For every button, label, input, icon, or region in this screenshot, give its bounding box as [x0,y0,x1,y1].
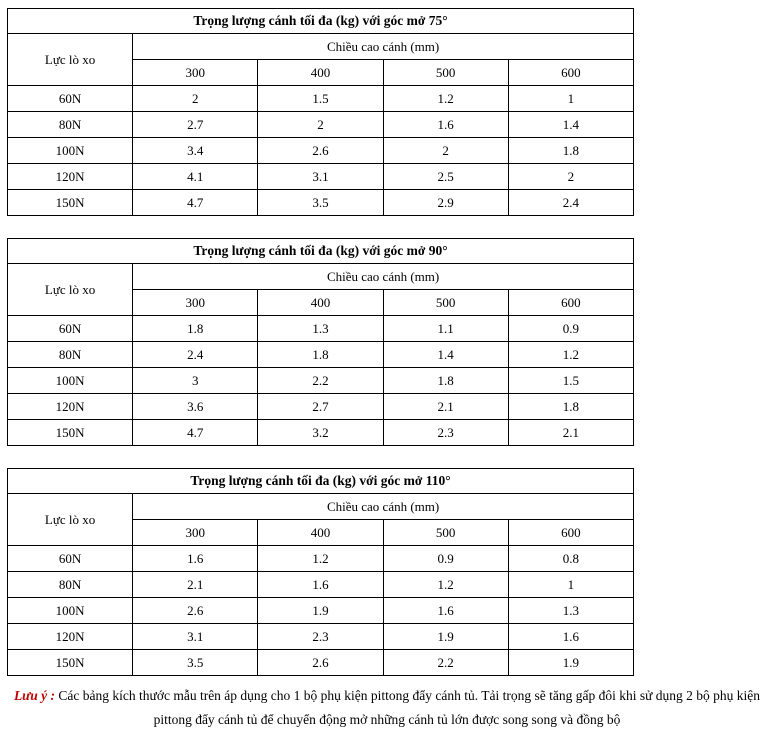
column-header: 500 [383,290,508,316]
row-label: 120N [8,164,133,190]
spec-table-90 [7,238,634,446]
table-cell: 0.8 [508,546,633,572]
table-cell: 2.1 [508,420,633,446]
table-cell: 2.4 [133,342,258,368]
row-header: Lực lò xo [8,264,133,316]
row-label: 100N [8,368,133,394]
row-label: 60N [8,86,133,112]
table-title: Trọng lượng cánh tối đa (kg) với góc mở 110° [8,469,634,494]
table-title: Trọng lượng cánh tối đa (kg) với góc mở 75° [8,9,634,34]
table-cell: 2.7 [258,394,383,420]
table-cell: 1.6 [258,572,383,598]
note-label: Lưu ý : [13,688,56,703]
table-cell: 2.6 [133,598,258,624]
table-cell: 2 [508,164,633,190]
table-cell: 2.6 [258,650,383,676]
table-row [8,190,634,216]
table-title: Trọng lượng cánh tối đa (kg) với góc mở 90° [8,239,634,264]
table-cell: 1.6 [383,112,508,138]
row-label: 150N [8,420,133,446]
column-header: 600 [508,290,633,316]
table-cell: 2.4 [508,190,633,216]
table-cell: 3.1 [258,164,383,190]
table-cell: 1.3 [258,316,383,342]
row-label: 60N [8,546,133,572]
table-row [8,164,634,190]
table-cell: 2 [258,112,383,138]
table-cell: 3.2 [258,420,383,446]
table-cell: 4.7 [133,420,258,446]
table-row [8,394,634,420]
row-label: 80N [8,112,133,138]
table-cell: 2.1 [383,394,508,420]
table-cell: 2 [383,138,508,164]
table-cell: 1.9 [383,624,508,650]
column-group-header: Chiều cao cánh (mm) [133,34,634,60]
table-cell: 1.8 [508,138,633,164]
table-row [8,112,634,138]
table-cell: 3.5 [133,650,258,676]
table-cell: 1.8 [508,394,633,420]
row-label: 80N [8,342,133,368]
spec-table-110 [7,468,634,676]
table-cell: 3 [133,368,258,394]
table-cell: 1.3 [508,598,633,624]
table-cell: 2.5 [383,164,508,190]
table-cell: 1.5 [258,86,383,112]
table-cell: 1.2 [508,342,633,368]
table-cell: 1.6 [383,598,508,624]
column-header: 600 [508,520,633,546]
row-header: Lực lò xo [8,494,133,546]
table-cell: 1.4 [508,112,633,138]
row-label: 150N [8,190,133,216]
column-header: 400 [258,520,383,546]
table-row [8,316,634,342]
table-cell: 1.5 [508,368,633,394]
table-cell: 2.2 [383,650,508,676]
column-header: 400 [258,60,383,86]
table-cell: 1.2 [383,86,508,112]
table-cell: 2.6 [258,138,383,164]
table-cell: 1 [508,86,633,112]
column-header: 500 [383,60,508,86]
table-cell: 2.7 [133,112,258,138]
table-cell: 4.1 [133,164,258,190]
table-cell: 3.6 [133,394,258,420]
table-row [8,86,634,112]
table-cell: 1.9 [258,598,383,624]
table-cell: 0.9 [383,546,508,572]
row-label: 100N [8,138,133,164]
row-label: 120N [8,624,133,650]
table-row [8,572,634,598]
note-text: Các bảng kích thước mẫu trên áp dụng cho 1 bộ phụ kiện pittong đẩy cánh tủ. Tải trọng sẽ tăng gấp đôi khi sử dụng 2 bộ phụ kiện pittong đẩy cánh tủ để chuyển động mở những cánh tủ lớn được song song và đồng bộ [55,688,761,727]
table-row [8,138,634,164]
table-cell: 3.4 [133,138,258,164]
column-header: 500 [383,520,508,546]
table-row [8,342,634,368]
column-header: 600 [508,60,633,86]
row-label: 150N [8,650,133,676]
table-cell: 2.3 [258,624,383,650]
footnote [12,684,762,732]
table-cell: 1.2 [383,572,508,598]
table-row [8,624,634,650]
table-row [8,598,634,624]
table-cell: 0.9 [508,316,633,342]
column-group-header: Chiều cao cánh (mm) [133,264,634,290]
table-cell: 2.1 [133,572,258,598]
table-cell: 2.9 [383,190,508,216]
table-row [8,650,634,676]
row-label: 120N [8,394,133,420]
table-row [8,420,634,446]
table-cell: 1.8 [258,342,383,368]
table-cell: 1.2 [258,546,383,572]
table-cell: 1.6 [508,624,633,650]
row-header: Lực lò xo [8,34,133,86]
table-cell: 1 [508,572,633,598]
table-cell: 1.9 [508,650,633,676]
table-cell: 1.4 [383,342,508,368]
row-label: 80N [8,572,133,598]
column-header: 300 [133,290,258,316]
column-header: 300 [133,520,258,546]
column-group-header: Chiều cao cánh (mm) [133,494,634,520]
column-header: 300 [133,60,258,86]
table-cell: 2.3 [383,420,508,446]
table-cell: 3.1 [133,624,258,650]
table-cell: 3.5 [258,190,383,216]
table-cell: 4.7 [133,190,258,216]
row-label: 60N [8,316,133,342]
table-cell: 1.1 [383,316,508,342]
table-cell: 2 [133,86,258,112]
table-cell: 1.8 [133,316,258,342]
table-row [8,546,634,572]
table-row [8,368,634,394]
table-cell: 2.2 [258,368,383,394]
table-cell: 1.8 [383,368,508,394]
column-header: 400 [258,290,383,316]
spec-table-75 [7,8,634,216]
table-cell: 1.6 [133,546,258,572]
row-label: 100N [8,598,133,624]
